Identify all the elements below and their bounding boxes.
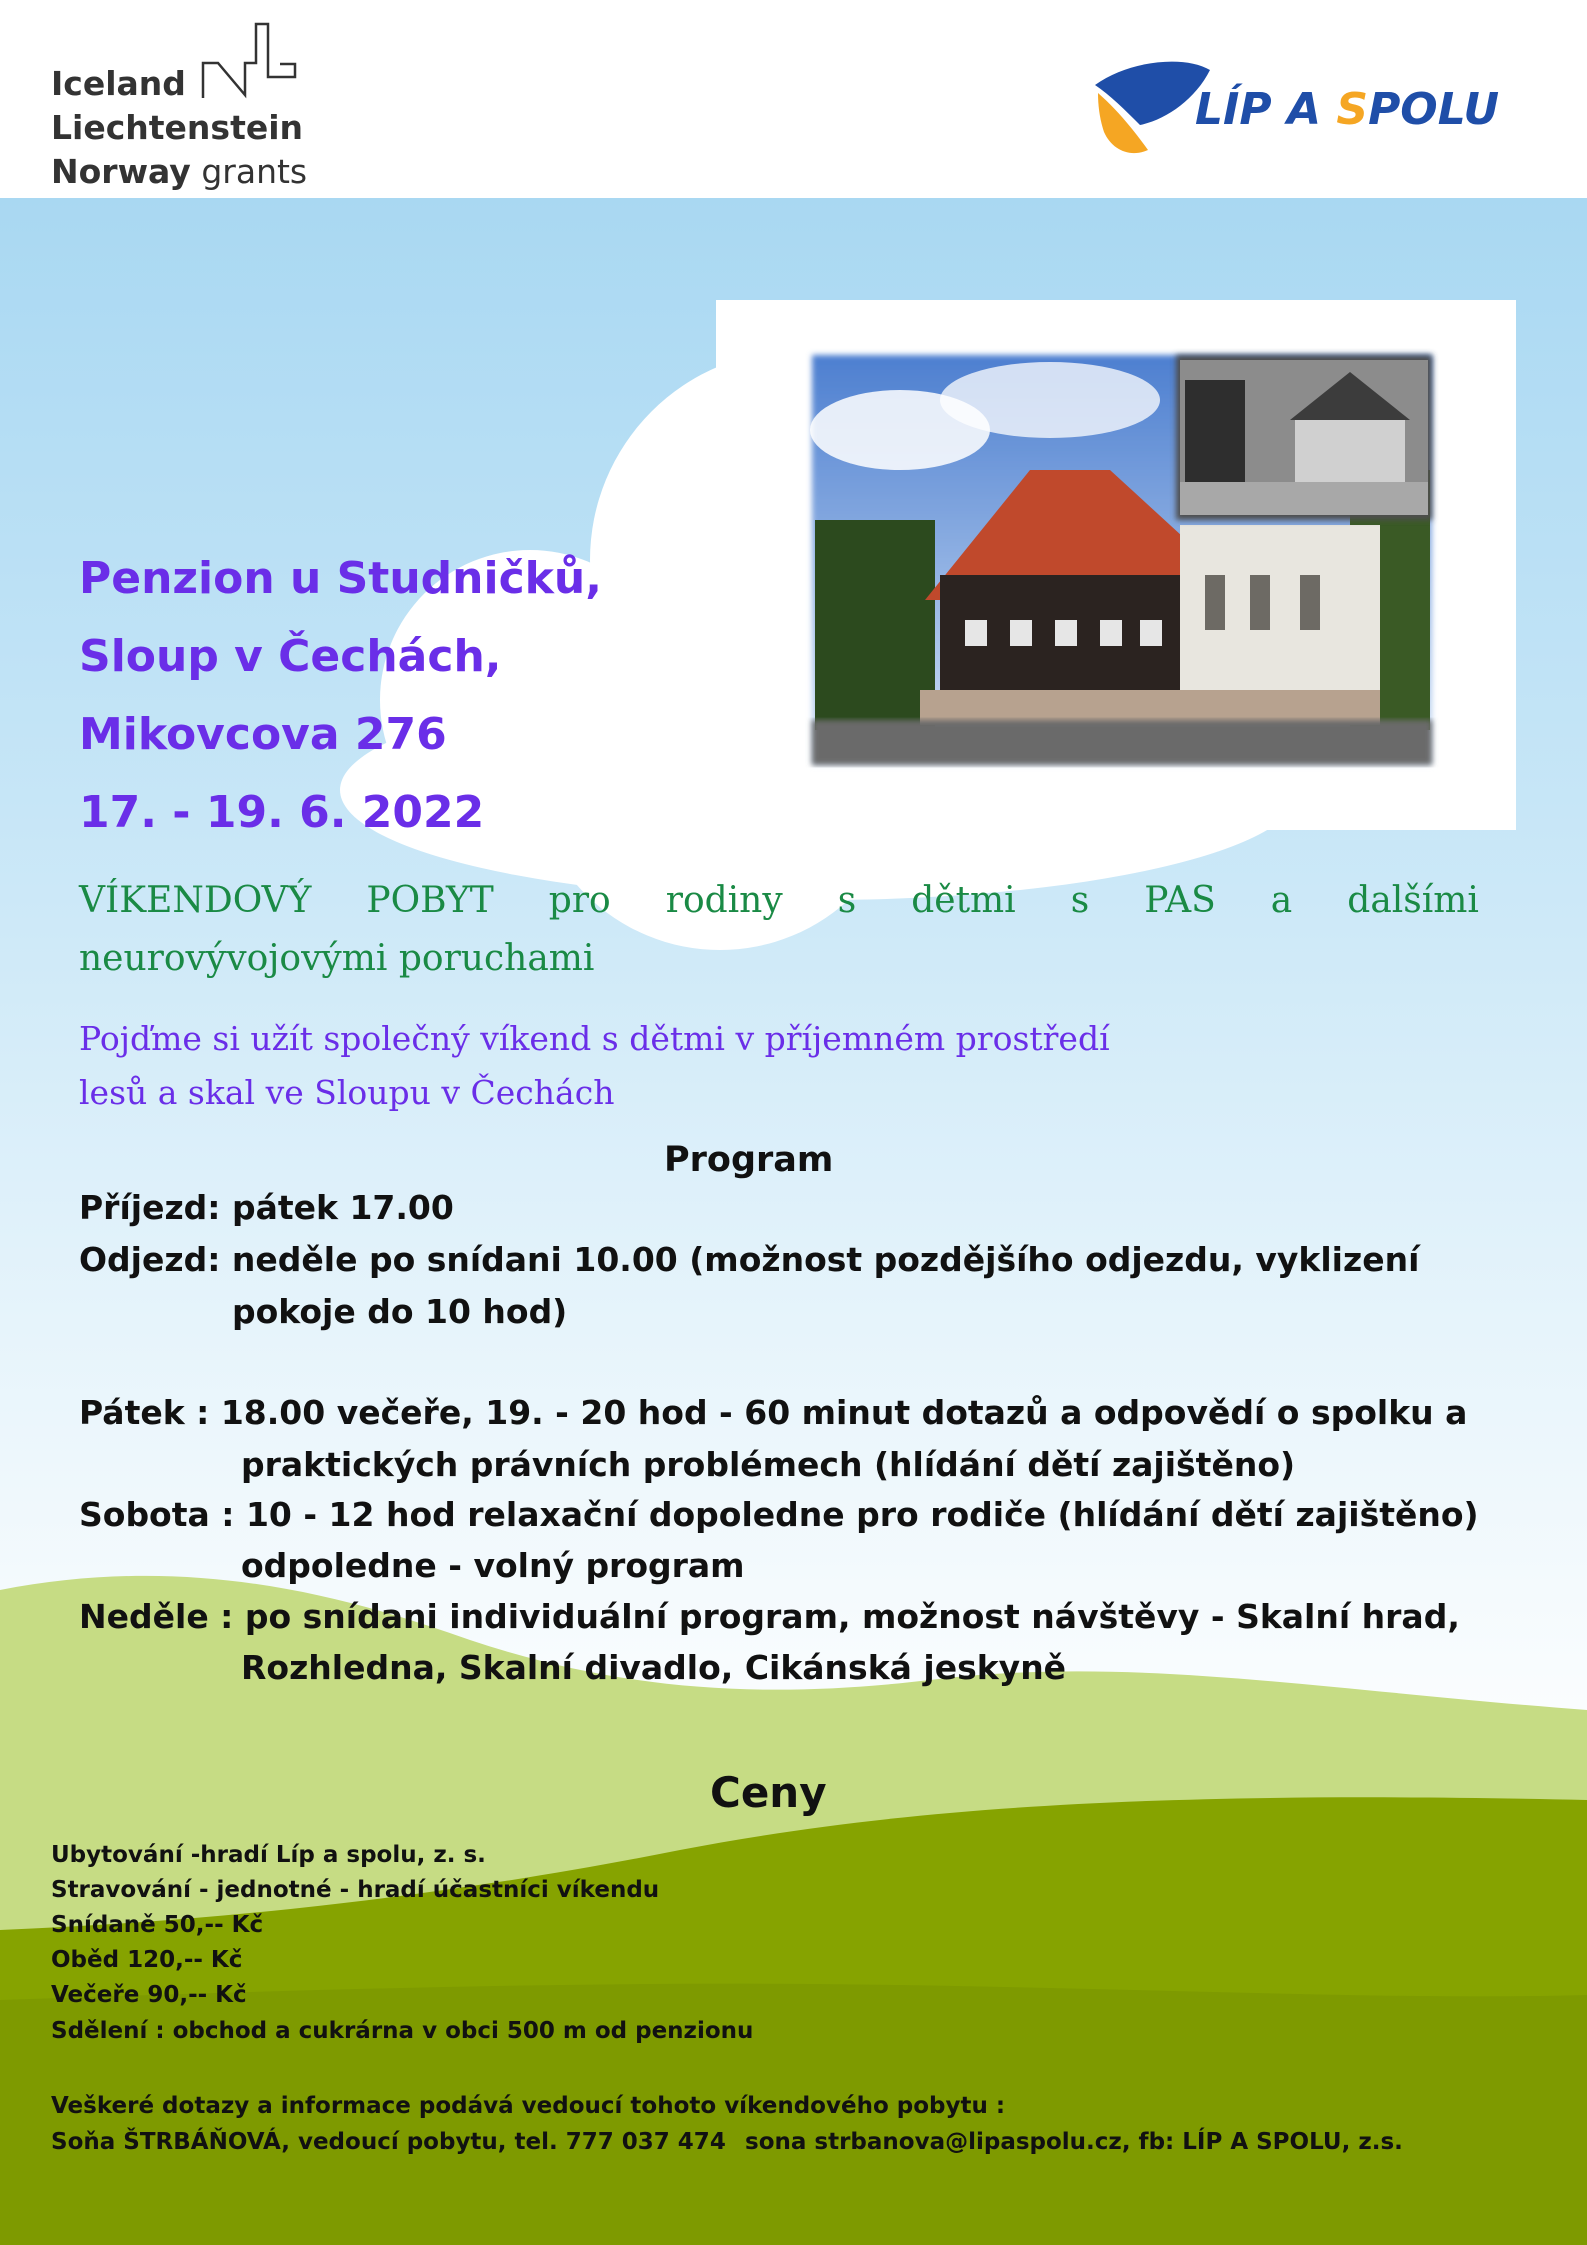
price-line: Oběd 120,-- Kč [51,1947,243,1973]
subtitle-line-1 [79,872,1479,930]
subtitle-word: s [1070,880,1090,921]
event-dates: 17. - 19. 6. 2022 [79,787,485,838]
lip-logo-mark [1095,62,1210,154]
lip-a-spolu-logo [1195,84,1499,135]
venue-town: Sloup v Čechách, [79,631,502,682]
subtitle-word: dalšími [1347,880,1479,921]
grants-logo [51,62,307,194]
venue-street: Mikovcova 276 [79,709,447,760]
subtitle-line-2: neurovývojovými poruchami [79,938,595,979]
prices-title: Ceny [710,1768,827,1817]
grants-line-norway [51,150,307,194]
grants-grants: grants [201,152,308,191]
subtitle-word: VÍKENDOVÝ [79,880,312,921]
historic-photo [1176,355,1432,520]
subtitle-word: s [837,880,857,921]
subtitle-word: pro [548,880,611,921]
subtitle-word: a [1270,880,1293,921]
price-line: Večeře 90,-- Kč [51,1982,247,2008]
program-saturday-1: Sobota : 10 - 12 hod relaxační dopoledne pro rodiče (hlídání dětí zajištěno) [79,1495,1479,1534]
venue-block [79,540,602,852]
invitation-text [79,1012,1110,1120]
program-sunday-1: Neděle : po snídani individuální program, možnost návštěvy - Skalní hrad, [79,1597,1460,1636]
subtitle-word: rodiny [665,880,783,921]
grants-line-liechtenstein: Liechtenstein [51,108,304,147]
program-saturday-2: odpoledne - volný program [241,1546,745,1585]
price-line: Stravování - jednotné - hradí účastníci víkendu [51,1877,660,1903]
grants-line-iceland: Iceland [51,64,186,103]
venue-name: Penzion u Studničků, [79,553,602,604]
grants-norway: Norway [51,152,191,191]
program-arrival: Příjezd: pátek 17.00 [79,1188,454,1227]
price-line: Snídaně 50,-- Kč [51,1912,264,1938]
program-title: Program [664,1140,834,1180]
subtitle-word: POBYT [366,880,494,921]
program-friday-1: Pátek : 18.00 večeře, 19. - 20 hod - 60 minut dotazů a odpovědí o spolku a [79,1393,1468,1432]
event-subtitle [79,872,1479,988]
program-departure-1: Odjezd: neděle po snídani 10.00 (možnost pozdějšího odjezdu, vyklizení [79,1240,1420,1279]
price-line: Sdělení : obchod a cukrárna v obci 500 m od penzionu [51,2018,754,2044]
lip-logo-part2: S [1336,84,1369,135]
invitation-line-1: Pojďme si užít společný víkend s dětmi v příjemném prostředí [79,1019,1110,1058]
invitation-line-2: lesů a skal ve Sloupu v Čechách [79,1073,615,1112]
subtitle-word: PAS [1144,880,1216,921]
contact-email: sona strbanova@lipaspolu.cz, fb: LÍP A SPOLU, z.s. [745,2129,1403,2155]
contact-title: Veškeré dotazy a informace podává vedoucí tohoto víkendového pobytu : [51,2093,1006,2119]
program-departure-2: pokoje do 10 hod) [232,1292,568,1331]
program-sunday-2: Rozhledna, Skalní divadlo, Cikánská jeskyně [241,1648,1067,1687]
lip-logo-part3: POLU [1368,84,1500,135]
contact-name: Soňa ŠTRBÁŇOVÁ, vedoucí pobytu, tel. 777 037 474 [51,2129,726,2155]
program-friday-2: praktických právních problémech (hlídání dětí zajištěno) [241,1445,1296,1484]
lip-logo-part1: LÍP A [1195,84,1337,135]
subtitle-word: dětmi [911,880,1016,921]
price-line: Ubytování -hradí Líp a spolu, z. s. [51,1842,486,1868]
